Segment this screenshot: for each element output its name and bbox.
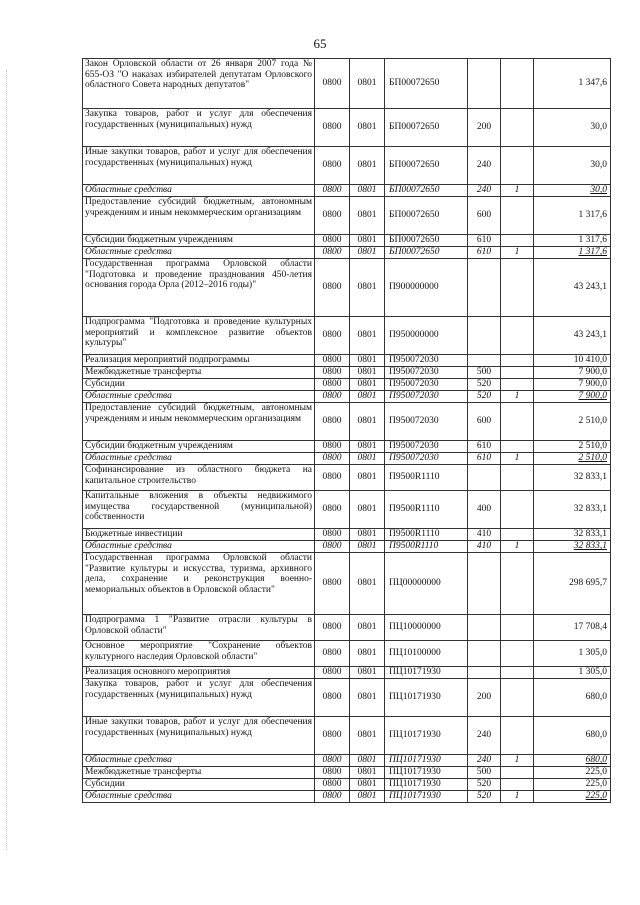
section-cell: 0800 [315, 147, 350, 185]
subsection-cell: 0801 [350, 197, 385, 235]
budget-row [83, 465, 611, 491]
funding-source-cell: 1 [501, 453, 534, 465]
funding-source-cell [501, 641, 534, 667]
budget-table [82, 58, 611, 803]
target-article-cell: БП00072650 [385, 185, 468, 197]
section-cell: 0800 [315, 367, 350, 379]
expense-type-cell [468, 355, 501, 367]
subsection-cell: 0801 [350, 779, 385, 791]
subsection-cell: 0801 [350, 529, 385, 541]
subsection-cell: 0801 [350, 465, 385, 491]
item-name-cell: Субсидии бюджетным учреждениям [83, 235, 315, 247]
target-article-cell: БП00072650 [385, 197, 468, 235]
target-article-cell: БП00072650 [385, 235, 468, 247]
target-article-cell: ПЦ10171930 [385, 717, 468, 755]
section-cell: 0800 [315, 465, 350, 491]
funding-source-cell [501, 317, 534, 355]
expense-type-cell: 240 [468, 185, 501, 197]
amount-cell: 1 305,0 [534, 667, 611, 679]
item-name-cell: Закупка товаров, работ и услуг для обеспечения государственных (муниципальных) нужд [83, 109, 315, 147]
funding-source-cell [501, 717, 534, 755]
subsection-cell: 0801 [350, 147, 385, 185]
section-cell: 0800 [315, 109, 350, 147]
target-article-cell: ПЦ10171930 [385, 791, 468, 803]
amount-cell: 2 510,0 [534, 453, 611, 465]
target-article-cell: БП00072650 [385, 247, 468, 259]
item-name-cell: Государственная программа Орловской области "Подготовка и проведение празднования 450-летия основания города Орла (2012–2016 годы)" [83, 259, 315, 317]
amount-cell: 7 900,0 [534, 367, 611, 379]
section-cell: 0800 [315, 317, 350, 355]
subsection-cell: 0801 [350, 667, 385, 679]
item-name-cell: Софинансирование из областного бюджета на капитальное строительство [83, 465, 315, 491]
item-name-cell: Областные средства [83, 247, 315, 259]
section-cell: 0800 [315, 641, 350, 667]
section-cell: 0800 [315, 755, 350, 767]
subsection-cell: 0801 [350, 403, 385, 441]
target-article-cell: БП00072650 [385, 59, 468, 109]
section-cell: 0800 [315, 491, 350, 529]
section-cell: 0800 [315, 679, 350, 717]
amount-cell: 225,0 [534, 779, 611, 791]
budget-table-body [83, 59, 611, 803]
regional-funds-row [83, 541, 611, 553]
target-article-cell: ПЦ10171930 [385, 767, 468, 779]
item-name-cell: Иные закупки товаров, работ и услуг для обеспечения государственных (муниципальных) нужд [83, 717, 315, 755]
amount-cell: 2 510,0 [534, 441, 611, 453]
item-name-cell: Предоставление субсидий бюджетным, автономным учреждениям и иным некоммерческим организациям [83, 197, 315, 235]
subsection-cell: 0801 [350, 247, 385, 259]
expense-type-cell: 240 [468, 147, 501, 185]
budget-row [83, 147, 611, 185]
budget-row [83, 59, 611, 109]
section-cell: 0800 [315, 615, 350, 641]
section-cell: 0800 [315, 779, 350, 791]
section-cell: 0800 [315, 247, 350, 259]
budget-row [83, 109, 611, 147]
budget-row [83, 403, 611, 441]
budget-row [83, 667, 611, 679]
target-article-cell: П950072030 [385, 367, 468, 379]
item-name-cell: Основное мероприятие "Сохранение объектов культурного наследия Орловской области" [83, 641, 315, 667]
item-name-cell: Капитальные вложения в объекты недвижимого имущества государственной (муниципальной) собственности [83, 491, 315, 529]
subsection-cell: 0801 [350, 767, 385, 779]
amount-cell: 225,0 [534, 791, 611, 803]
target-article-cell: ПЦ10000000 [385, 615, 468, 641]
subsection-cell: 0801 [350, 441, 385, 453]
funding-source-cell: 1 [501, 791, 534, 803]
section-cell: 0800 [315, 441, 350, 453]
subsection-cell: 0801 [350, 453, 385, 465]
budget-row [83, 553, 611, 615]
item-name-cell: Областные средства [83, 755, 315, 767]
regional-funds-row [83, 185, 611, 197]
section-cell: 0800 [315, 767, 350, 779]
target-article-cell: БП00072650 [385, 147, 468, 185]
funding-source-cell [501, 779, 534, 791]
budget-row [83, 779, 611, 791]
expense-type-cell: 200 [468, 679, 501, 717]
subsection-cell: 0801 [350, 679, 385, 717]
budget-row [83, 259, 611, 317]
funding-source-cell [501, 259, 534, 317]
subsection-cell: 0801 [350, 491, 385, 529]
expense-type-cell: 610 [468, 453, 501, 465]
subsection-cell: 0801 [350, 553, 385, 615]
expense-type-cell [468, 615, 501, 641]
target-article-cell: П950072030 [385, 441, 468, 453]
subsection-cell: 0801 [350, 235, 385, 247]
funding-source-cell [501, 379, 534, 391]
target-article-cell: П9500R1110 [385, 541, 468, 553]
expense-type-cell [468, 553, 501, 615]
subsection-cell: 0801 [350, 541, 385, 553]
funding-source-cell [501, 441, 534, 453]
subsection-cell: 0801 [350, 391, 385, 403]
funding-source-cell [501, 465, 534, 491]
subsection-cell: 0801 [350, 717, 385, 755]
expense-type-cell: 600 [468, 403, 501, 441]
section-cell: 0800 [315, 453, 350, 465]
funding-source-cell: 1 [501, 185, 534, 197]
target-article-cell: П9500R1110 [385, 529, 468, 541]
section-cell: 0800 [315, 717, 350, 755]
funding-source-cell [501, 403, 534, 441]
section-cell: 0800 [315, 529, 350, 541]
funding-source-cell [501, 355, 534, 367]
target-article-cell: БП00072650 [385, 109, 468, 147]
item-name-cell: Субсидии [83, 379, 315, 391]
budget-row [83, 367, 611, 379]
target-article-cell: П9500R1110 [385, 465, 468, 491]
regional-funds-row [83, 791, 611, 803]
target-article-cell: ПЦ00000000 [385, 553, 468, 615]
section-cell: 0800 [315, 379, 350, 391]
section-cell: 0800 [315, 259, 350, 317]
funding-source-cell: 1 [501, 247, 534, 259]
subsection-cell: 0801 [350, 109, 385, 147]
item-name-cell: Межбюджетные трансферты [83, 767, 315, 779]
target-article-cell: П950072030 [385, 403, 468, 441]
budget-row [83, 235, 611, 247]
expense-type-cell: 520 [468, 779, 501, 791]
funding-source-cell [501, 59, 534, 109]
expense-type-cell: 520 [468, 391, 501, 403]
item-name-cell: Областные средства [83, 185, 315, 197]
section-cell: 0800 [315, 355, 350, 367]
funding-source-cell [501, 615, 534, 641]
amount-cell: 1 317,6 [534, 235, 611, 247]
section-cell: 0800 [315, 197, 350, 235]
subsection-cell: 0801 [350, 367, 385, 379]
item-name-cell: Областные средства [83, 391, 315, 403]
target-article-cell: ПЦ10171930 [385, 679, 468, 717]
target-article-cell: ПЦ10171930 [385, 779, 468, 791]
section-cell: 0800 [315, 541, 350, 553]
expense-type-cell: 600 [468, 197, 501, 235]
amount-cell: 298 695,7 [534, 553, 611, 615]
item-name-cell: Закон Орловской области от 26 января 2007 года № 655-ОЗ "О наказах избирателей депутатам Орловского областного Совета народных депутатов" [83, 59, 315, 109]
expense-type-cell: 410 [468, 541, 501, 553]
subsection-cell: 0801 [350, 317, 385, 355]
amount-cell: 680,0 [534, 717, 611, 755]
expense-type-cell: 520 [468, 379, 501, 391]
funding-source-cell [501, 667, 534, 679]
regional-funds-row [83, 391, 611, 403]
funding-source-cell [501, 491, 534, 529]
funding-source-cell [501, 197, 534, 235]
expense-type-cell: 610 [468, 235, 501, 247]
amount-cell: 2 510,0 [534, 403, 611, 441]
section-cell: 0800 [315, 391, 350, 403]
item-name-cell: Реализация мероприятий подпрограммы [83, 355, 315, 367]
item-name-cell: Подпрограмма 1 "Развитие отрасли культуры в Орловской области" [83, 615, 315, 641]
budget-row [83, 197, 611, 235]
amount-cell: 30,0 [534, 185, 611, 197]
funding-source-cell [501, 367, 534, 379]
amount-cell: 10 410,0 [534, 355, 611, 367]
funding-source-cell [501, 529, 534, 541]
amount-cell: 1 317,6 [534, 197, 611, 235]
budget-row [83, 615, 611, 641]
section-cell: 0800 [315, 667, 350, 679]
budget-row [83, 355, 611, 367]
subsection-cell: 0801 [350, 355, 385, 367]
section-cell: 0800 [315, 553, 350, 615]
expense-type-cell [468, 317, 501, 355]
item-name-cell: Подпрограмма "Подготовка и проведение культурных мероприятий и комплексное развитие объектов культуры" [83, 317, 315, 355]
item-name-cell: Межбюджетные трансферты [83, 367, 315, 379]
section-cell: 0800 [315, 235, 350, 247]
funding-source-cell [501, 109, 534, 147]
budget-row [83, 379, 611, 391]
target-article-cell: П950000000 [385, 317, 468, 355]
subsection-cell: 0801 [350, 641, 385, 667]
item-name-cell: Иные закупки товаров, работ и услуг для обеспечения государственных (муниципальных) нужд [83, 147, 315, 185]
amount-cell: 680,0 [534, 755, 611, 767]
target-article-cell: П9500R1110 [385, 491, 468, 529]
budget-row [83, 679, 611, 717]
item-name-cell: Областные средства [83, 791, 315, 803]
target-article-cell: ПЦ10171930 [385, 667, 468, 679]
target-article-cell: П950072030 [385, 453, 468, 465]
expense-type-cell: 500 [468, 367, 501, 379]
budget-row [83, 317, 611, 355]
item-name-cell: Реализация основного мероприятия [83, 667, 315, 679]
expense-type-cell [468, 59, 501, 109]
item-name-cell: Закупка товаров, работ и услуг для обеспечения государственных (муниципальных) нужд [83, 679, 315, 717]
funding-source-cell: 1 [501, 391, 534, 403]
amount-cell: 680,0 [534, 679, 611, 717]
expense-type-cell: 520 [468, 791, 501, 803]
expense-type-cell [468, 641, 501, 667]
amount-cell: 43 243,1 [534, 259, 611, 317]
section-cell: 0800 [315, 185, 350, 197]
page-number: 65 [313, 36, 327, 51]
expense-type-cell [468, 259, 501, 317]
funding-source-cell [501, 235, 534, 247]
funding-source-cell [501, 553, 534, 615]
subsection-cell: 0801 [350, 755, 385, 767]
target-article-cell: П950072030 [385, 391, 468, 403]
target-article-cell: ПЦ10100000 [385, 641, 468, 667]
expense-type-cell [468, 667, 501, 679]
subsection-cell: 0801 [350, 379, 385, 391]
budget-row [83, 441, 611, 453]
target-article-cell: П900000000 [385, 259, 468, 317]
budget-row [83, 491, 611, 529]
amount-cell: 43 243,1 [534, 317, 611, 355]
expense-type-cell: 400 [468, 491, 501, 529]
target-article-cell: П950072030 [385, 355, 468, 367]
item-name-cell: Субсидии бюджетным учреждениям [83, 441, 315, 453]
item-name-cell: Областные средства [83, 453, 315, 465]
subsection-cell: 0801 [350, 615, 385, 641]
amount-cell: 1 305,0 [534, 641, 611, 667]
amount-cell: 1 317,6 [534, 247, 611, 259]
binding-margin [6, 70, 11, 850]
expense-type-cell: 200 [468, 109, 501, 147]
amount-cell: 17 708,4 [534, 615, 611, 641]
amount-cell: 7 900,0 [534, 391, 611, 403]
budget-row [83, 767, 611, 779]
target-article-cell: ПЦ10171930 [385, 755, 468, 767]
regional-funds-row [83, 755, 611, 767]
item-name-cell: Бюджетные инвестиции [83, 529, 315, 541]
expense-type-cell: 500 [468, 767, 501, 779]
section-cell: 0800 [315, 403, 350, 441]
funding-source-cell [501, 147, 534, 185]
section-cell: 0800 [315, 791, 350, 803]
amount-cell: 32 833,1 [534, 465, 611, 491]
item-name-cell: Предоставление субсидий бюджетным, автономным учреждениям и иным некоммерческим организациям [83, 403, 315, 441]
regional-funds-row [83, 247, 611, 259]
subsection-cell: 0801 [350, 791, 385, 803]
amount-cell: 32 833,1 [534, 529, 611, 541]
expense-type-cell: 610 [468, 247, 501, 259]
amount-cell: 225,0 [534, 767, 611, 779]
subsection-cell: 0801 [350, 59, 385, 109]
funding-source-cell [501, 679, 534, 717]
expense-type-cell [468, 465, 501, 491]
regional-funds-row [83, 453, 611, 465]
budget-row [83, 641, 611, 667]
expense-type-cell: 610 [468, 441, 501, 453]
item-name-cell: Областные средства [83, 541, 315, 553]
subsection-cell: 0801 [350, 259, 385, 317]
item-name-cell: Субсидии [83, 779, 315, 791]
amount-cell: 32 833,1 [534, 541, 611, 553]
amount-cell: 32 833,1 [534, 491, 611, 529]
subsection-cell: 0801 [350, 185, 385, 197]
budget-row [83, 529, 611, 541]
expense-type-cell: 240 [468, 755, 501, 767]
funding-source-cell: 1 [501, 755, 534, 767]
item-name-cell: Государственная программа Орловской области "Развитие культуры и искусства, туризма, архивного дела, сохранение и реконструкция военно-мемориальных объектов в Орловской области" [83, 553, 315, 615]
amount-cell: 7 900,0 [534, 379, 611, 391]
funding-source-cell: 1 [501, 541, 534, 553]
funding-source-cell [501, 767, 534, 779]
expense-type-cell: 240 [468, 717, 501, 755]
section-cell: 0800 [315, 59, 350, 109]
budget-row [83, 717, 611, 755]
expense-type-cell: 410 [468, 529, 501, 541]
amount-cell: 30,0 [534, 109, 611, 147]
target-article-cell: П950072030 [385, 379, 468, 391]
amount-cell: 1 347,6 [534, 59, 611, 109]
amount-cell: 30,0 [534, 147, 611, 185]
